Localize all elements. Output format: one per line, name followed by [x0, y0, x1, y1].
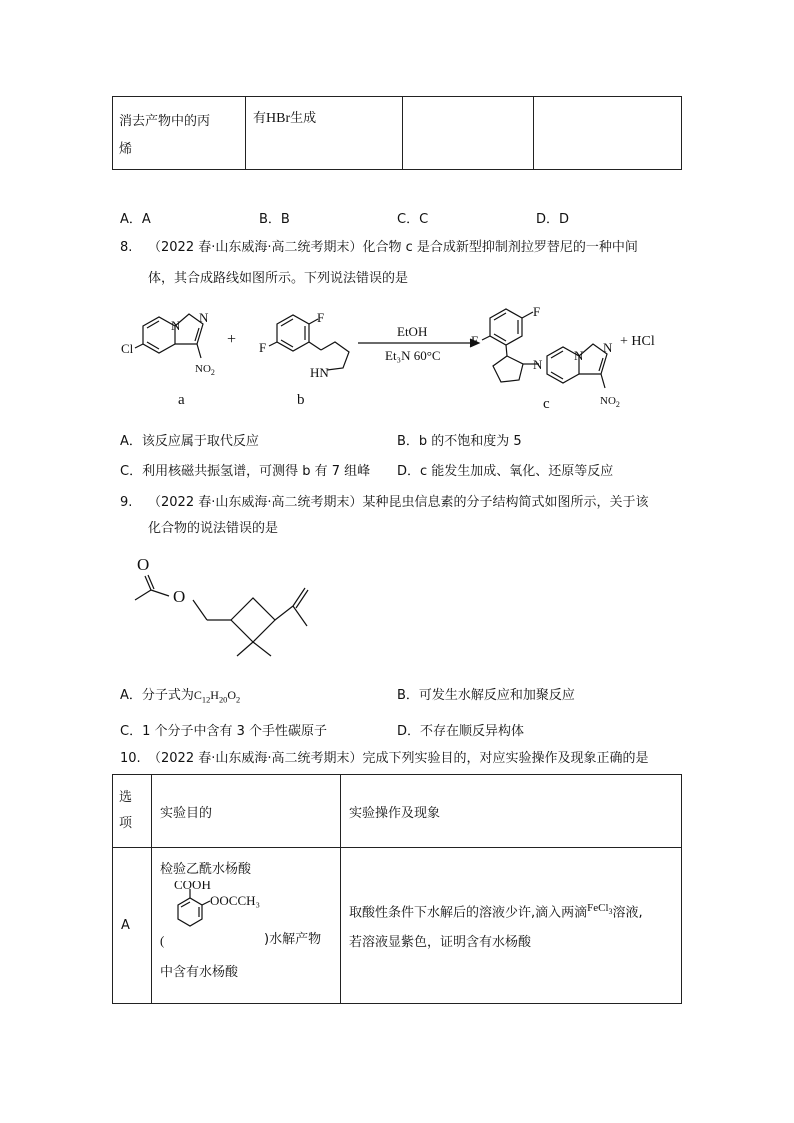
top-table-cell-1: 消去产物中的丙 烯	[113, 97, 246, 170]
q8-a-n1: N	[171, 318, 181, 333]
q9-option-b[interactable]: B．可发生水解反应和加聚反应	[397, 688, 575, 703]
top-table-cell-3	[403, 97, 534, 170]
top-table-cell-2: 有HBr生成	[246, 97, 403, 170]
q9-option-d[interactable]: D．不存在顺反异构体	[397, 724, 525, 739]
q8-stem-line1: （2022 春·山东威海·高二统考期末）化合物 c 是合成新型抑制剂拉罗替尼的一种中间	[148, 240, 638, 255]
q9-number: 9.	[120, 495, 133, 510]
q10-header-operation: 实验操作及现象	[341, 775, 682, 848]
q8-reaction-scheme	[115, 300, 675, 412]
q9-stem-line2: 化合物的说法错误的是	[148, 521, 279, 536]
q10-aspirin-paren: (	[160, 933, 165, 948]
q8-plus-1: +	[227, 331, 237, 348]
q10-row-a-operation: 取酸性条件下水解后的溶液少许,滴入两滴$^{FeCl_3}$溶液, 若溶液显紫色，证明含有水杨酸	[341, 848, 682, 1004]
q7-option-a[interactable]: A．A	[120, 212, 151, 227]
q10-aspirin-structure	[160, 881, 336, 951]
q8-label-b: b	[297, 392, 305, 408]
q10-row-a-purpose: 检验乙酰水杨酸 COOH OOCCH₃ ( )水解产物 中含有水杨酸	[152, 848, 341, 1004]
q7-option-b[interactable]: B．B	[259, 212, 290, 227]
q10-stem-line1: （2022 春·山东威海·高二统考期末）完成下列实验目的，对应实验操作及现象正确的是	[148, 751, 649, 766]
q8-label-a: a	[178, 392, 185, 408]
q8-option-b[interactable]: B．b 的不饱和度为 5	[397, 434, 522, 449]
top-table-cell-4	[534, 97, 682, 170]
q9-carbonyl-o: O	[137, 555, 150, 574]
q8-c-f2: F	[471, 333, 479, 348]
q10-aspirin-tail: )水解产物	[264, 932, 322, 947]
q8-b-hn: HN	[310, 365, 329, 380]
q8-label-c: c	[543, 396, 550, 412]
q10-aspirin-ooch3: OOCCH₃	[210, 893, 261, 908]
q8-a-n2: N	[199, 310, 209, 325]
q8-b-f1: F	[317, 310, 325, 325]
q8-option-c[interactable]: C．利用核磁共振氢谱，可测得 b 有 7 组峰	[120, 464, 371, 479]
q8-c-n2: N	[574, 348, 584, 363]
q9-molecule	[115, 548, 335, 668]
q8-option-a[interactable]: A．该反应属于取代反应	[120, 434, 259, 449]
q8-number: 8.	[120, 240, 133, 255]
q8-c-no2: $NO_2$	[600, 395, 620, 409]
q8-condition-top: EtOH	[397, 324, 428, 339]
q8-hcl: + HCl	[620, 334, 655, 349]
q8-a-cl: Cl	[121, 341, 134, 356]
q8-a-no2: $NO_2$	[195, 363, 215, 377]
q9-stem-line1: （2022 春·山东威海·高二统考期末）某种昆虫信息素的分子结构简式如图所示，关于该	[148, 495, 649, 510]
q10-table	[112, 774, 682, 1004]
q10-header-purpose: 实验目的	[152, 775, 341, 848]
q10-row-a-label: A	[113, 848, 152, 1004]
q10-header-option: 选 项	[113, 775, 152, 848]
q8-b-f2: F	[259, 340, 267, 355]
q8-c-n: N	[533, 357, 543, 372]
q8-option-d[interactable]: D．c 能发生加成、氧化、还原等反应	[397, 464, 614, 479]
q7-option-d[interactable]: D．D	[536, 212, 570, 227]
q8-condition-bottom: Et₃N 60°C	[385, 348, 441, 363]
q7-option-c[interactable]: C．C	[397, 212, 429, 227]
q10-number: 10.	[120, 751, 141, 766]
q9-option-a[interactable]: A．分子式为$C_{12}H_{20}O_2$	[120, 688, 241, 705]
q9-option-c[interactable]: C．1 个分子中含有 3 个手性碳原子	[120, 724, 328, 739]
q8-c-f1: F	[533, 304, 541, 319]
q8-c-n3: N	[603, 340, 613, 355]
q8-stem-line2: 体，其合成路线如图所示。下列说法错误的是	[148, 271, 409, 286]
top-table	[112, 96, 682, 170]
q9-ester-o: O	[173, 587, 186, 606]
q10-aspirin-cooh: COOH	[174, 881, 211, 892]
